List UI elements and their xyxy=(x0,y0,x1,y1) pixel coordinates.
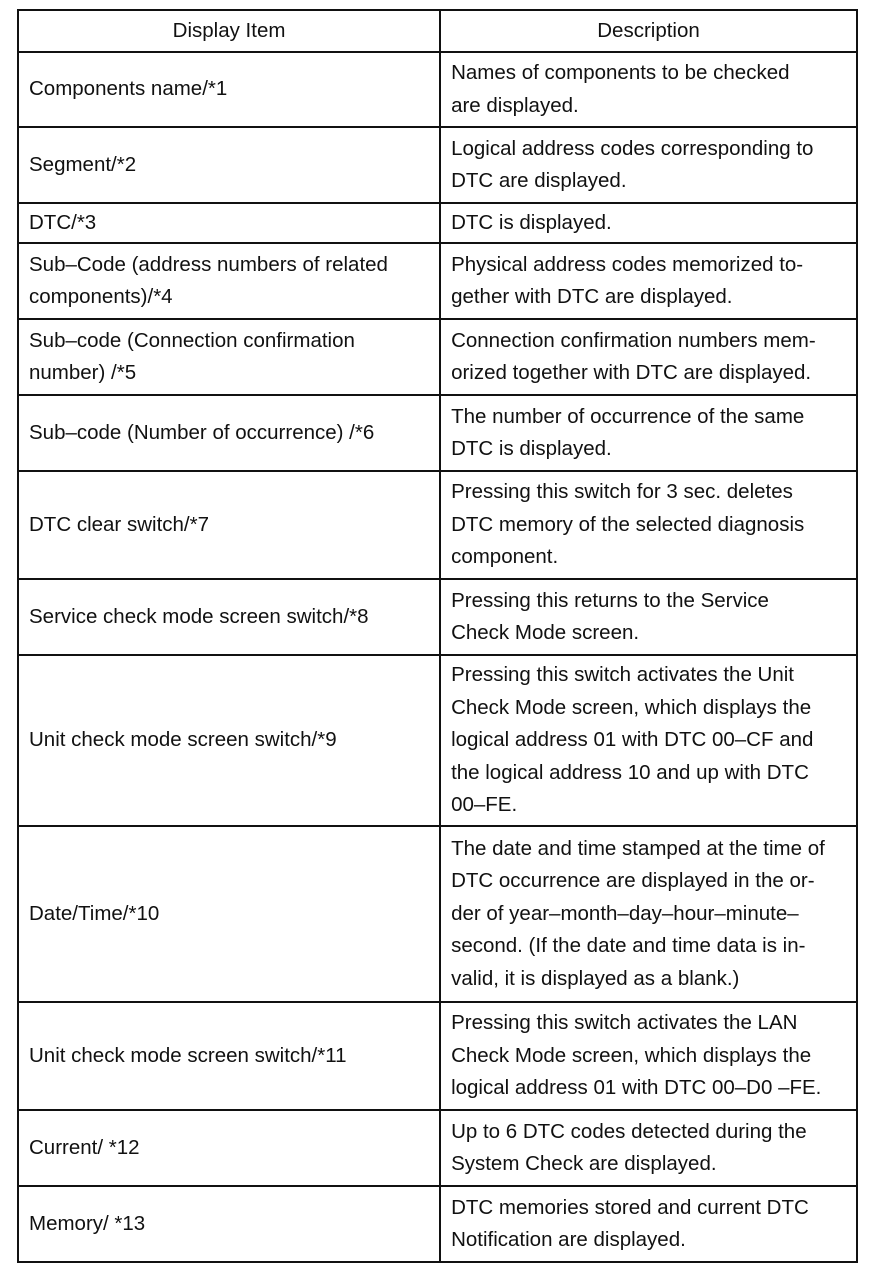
description-line: Pressing this switch activates the LAN xyxy=(451,1011,798,1035)
display-item-line: Sub–code (Connection confirmation xyxy=(29,328,355,352)
description-line: Names of components to be checked xyxy=(451,61,790,84)
description-line: Up to 6 DTC codes detected during the xyxy=(451,1119,807,1143)
display-item-cell: Memory/ *13 xyxy=(18,1186,440,1262)
description-cell xyxy=(440,471,857,579)
display-item-cell: Sub–code (Number of occurrence) /*6 xyxy=(18,395,440,471)
description-cell xyxy=(440,1186,857,1262)
description-line: DTC is displayed. xyxy=(451,437,612,460)
description-line: Notification are displayed. xyxy=(451,1228,686,1251)
description-cell xyxy=(440,826,857,1002)
description-line: Pressing this switch for 3 sec. deletes xyxy=(451,480,793,504)
display-item-cell: DTC/*3 xyxy=(18,203,440,243)
description-cell xyxy=(440,395,857,471)
description-line: DTC memory of the selected diagnosis xyxy=(451,512,805,536)
table-row xyxy=(18,395,857,471)
table-row xyxy=(18,1186,857,1262)
display-item-cell: Unit check mode screen switch/*9 xyxy=(18,655,440,826)
table-row xyxy=(18,826,857,1002)
description-line: Pressing this switch activates the Unit xyxy=(451,663,795,687)
table-row xyxy=(18,1110,857,1186)
description-line: Connection confirmation numbers mem- xyxy=(451,328,816,352)
display-item-table xyxy=(17,9,858,1263)
description-line: Check Mode screen. xyxy=(451,621,640,644)
description-cell xyxy=(440,203,857,243)
display-item-cell: Current/ *12 xyxy=(18,1110,440,1186)
description-line: are displayed. xyxy=(451,93,579,117)
description-line: orized together with DTC are displayed. xyxy=(451,361,812,384)
description-line: the logical address 10 and up with DTC xyxy=(451,760,809,784)
description-line: der of year–month–day–hour–minute– xyxy=(451,901,799,925)
description-cell xyxy=(440,127,857,203)
table-row xyxy=(18,127,857,203)
description-line: The number of occurrence of the same xyxy=(451,404,805,428)
description-line: Check Mode screen, which displays the xyxy=(451,1043,812,1067)
display-item-cell: Unit check mode screen switch/*11 xyxy=(18,1002,440,1110)
table-row xyxy=(18,243,857,319)
header-display-item: Display Item xyxy=(18,10,440,52)
table-row xyxy=(18,203,857,243)
description-line: Check Mode screen, which displays the xyxy=(451,695,812,719)
table-row xyxy=(18,319,857,395)
description-line: DTC occurrence are displayed in the or- xyxy=(451,869,815,893)
description-cell xyxy=(440,52,857,127)
display-item-line: Sub–Code (address numbers of related xyxy=(29,252,388,276)
description-line: gether with DTC are displayed. xyxy=(451,285,733,308)
display-item-cell: DTC clear switch/*7 xyxy=(18,471,440,579)
description-line: valid, it is displayed as a blank.) xyxy=(451,966,740,990)
display-item-cell: Service check mode screen switch/*8 xyxy=(18,579,440,655)
description-line: DTC are displayed. xyxy=(451,169,627,192)
description-line: DTC is displayed. xyxy=(451,210,612,234)
table-row xyxy=(18,579,857,655)
table-row xyxy=(18,471,857,579)
description-line: logical address 01 with DTC 00–CF and xyxy=(451,728,814,752)
display-item-cell: Segment/*2 xyxy=(18,127,440,203)
display-item-cell: Date/Time/*10 xyxy=(18,826,440,1002)
description-line: Pressing this returns to the Service xyxy=(451,588,769,612)
display-item-cell xyxy=(18,243,440,319)
table-row xyxy=(18,52,857,127)
description-line: System Check are displayed. xyxy=(451,1152,717,1175)
description-cell xyxy=(440,243,857,319)
display-item-cell xyxy=(18,319,440,395)
display-item-line: components)/*4 xyxy=(29,285,173,308)
table-header-row xyxy=(18,10,857,52)
description-cell xyxy=(440,655,857,826)
description-line: The date and time stamped at the time of xyxy=(451,836,825,860)
description-cell xyxy=(440,1110,857,1186)
description-line: Physical address codes memorized to- xyxy=(451,252,804,276)
table-row xyxy=(18,1002,857,1110)
description-line: DTC memories stored and current DTC xyxy=(451,1195,809,1219)
description-cell xyxy=(440,319,857,395)
display-item-cell: Components name/*1 xyxy=(18,52,440,127)
description-line: second. (If the date and time data is in- xyxy=(451,934,806,958)
header-description: Description xyxy=(440,10,857,52)
description-line: component. xyxy=(451,545,559,569)
description-line: Logical address codes corresponding to xyxy=(451,136,814,160)
description-cell xyxy=(440,579,857,655)
description-cell xyxy=(440,1002,857,1110)
description-line: 00–FE. xyxy=(451,793,518,817)
table-row xyxy=(18,655,857,826)
display-item-line: number) /*5 xyxy=(29,361,137,384)
description-line: logical address 01 with DTC 00–D0 –FE. xyxy=(451,1076,822,1100)
